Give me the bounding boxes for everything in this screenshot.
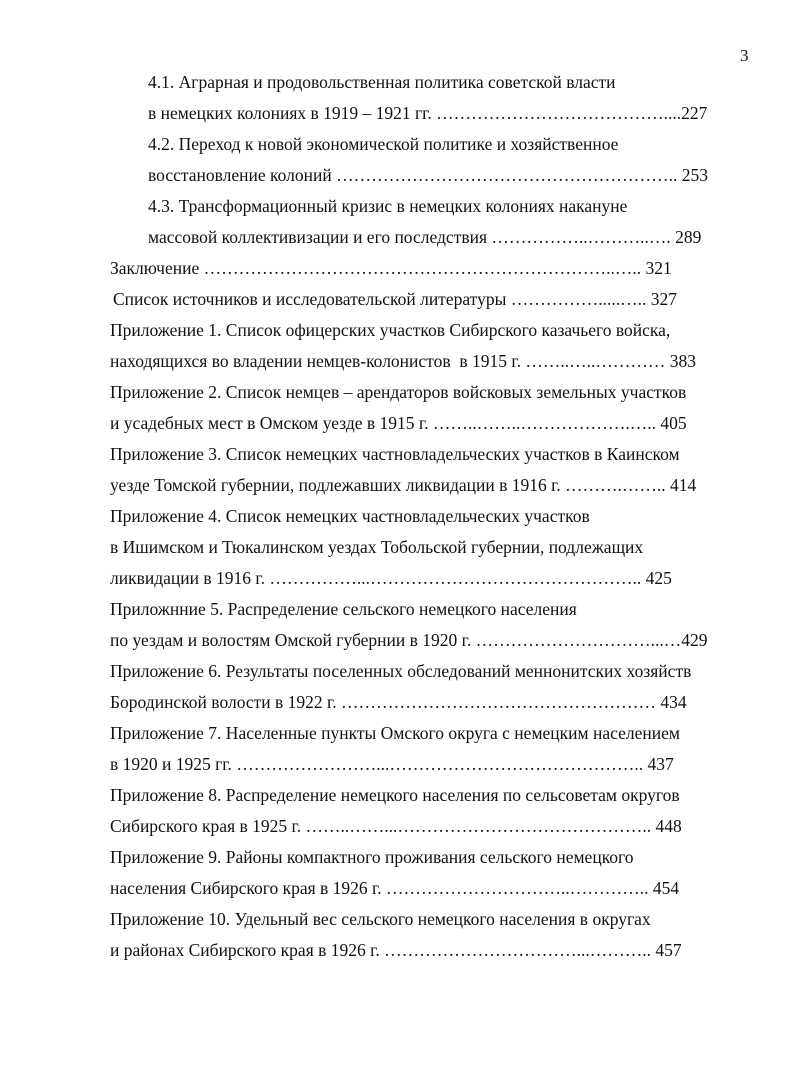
toc-entry-4-2-title: 4.2. Переход к новой экономической политике и хозяйственное xyxy=(148,134,619,154)
toc-entry-4-1-title: 4.1. Аграрная и продовольственная политика советской власти xyxy=(148,72,616,92)
toc-entry-appendix-3-page: уезде Томской губернии, подлежавших ликвидации в 1916 г. ……….…….. 414 xyxy=(110,475,697,495)
toc-entry-sources: Список источников и исследовательской литературы …………….....….. 327 xyxy=(113,289,677,309)
toc-entry-appendix-8-title: Приложение 8. Распределение немецкого населения по сельсоветам округов xyxy=(110,785,680,805)
toc-entry-appendix-5-title: Приложнние 5. Распределение сельского немецкого населения xyxy=(110,599,577,619)
toc-entry-appendix-9-page: населения Сибирского края в 1926 г. …………………………..………….. 454 xyxy=(110,878,680,898)
toc-entry-appendix-4-page: ликвидации в 1916 г. ……………...……………………………………….. 425 xyxy=(110,568,672,588)
toc-entry-appendix-3-title: Приложение 3. Список немецких частновладельческих участков в Каинском xyxy=(110,444,680,464)
toc-entry-appendix-10-page: и районах Сибирского края в 1926 г. ……………………………...……….. 457 xyxy=(110,940,682,960)
toc-entry-4-3-title: 4.3. Трансформационный кризис в немецких колониях накануне xyxy=(148,196,628,216)
toc-entry-appendix-8-page: Сибирского края в 1925 г. ……..……...…………………………………….. 448 xyxy=(110,816,682,836)
toc-entry-conclusion: Заключение ……………………………………………………………..….. 321 xyxy=(110,258,672,278)
toc-entry-4-2-page: восстановление колоний ………………………………………………….. 253 xyxy=(148,165,708,185)
toc-entry-4-3-page: массовой коллективизации и его последствия ……………..………..…. 289 xyxy=(148,227,702,247)
page-number: 3 xyxy=(740,46,749,65)
toc-entry-appendix-1-page: находящихся во владении немцев-колонистов в 1915 г. ……..…..………… 383 xyxy=(110,351,696,371)
toc-entry-appendix-10-title: Приложение 10. Удельный вес сельского немецкого населения в округах xyxy=(110,909,651,929)
toc-entry-appendix-6-page: Бородинской волости в 1922 г. ……………………………………………… 434 xyxy=(110,692,687,712)
toc-entry-appendix-9-title: Приложение 9. Районы компактного проживания сельского немецкого xyxy=(110,847,634,867)
toc-entry-appendix-5-page: по уездам и волостям Омской губернии в 1920 г. …………………………...…429 xyxy=(110,630,708,650)
toc-entry-appendix-7-title: Приложение 7. Населенные пункты Омского округа с немецким населением xyxy=(110,723,680,743)
toc-entry-appendix-4-cont: в Ишимском и Тюкалинском уездах Тобольской губернии, подлежащих xyxy=(110,537,644,557)
toc-entry-appendix-2-page: и усадебных мест в Омском уезде в 1915 г. ……..……..……………….….. 405 xyxy=(110,413,687,433)
toc-entry-appendix-2-title: Приложение 2. Список немцев – арендаторов войсковых земельных участков xyxy=(110,382,687,402)
toc-entry-appendix-6-title: Приложение 6. Результаты поселенных обследований меннонитских хозяйств xyxy=(110,661,692,681)
toc-entry-4-1-page: в немецких колониях в 1919 – 1921 гг. …………………………………....227 xyxy=(148,103,708,123)
toc-entry-appendix-4-title: Приложение 4. Список немецких частновладельческих участков xyxy=(110,506,590,526)
toc-entry-appendix-7-page: в 1920 и 1925 гг. ……………………...…………………………………….. 437 xyxy=(110,754,674,774)
toc-entry-appendix-1-title: Приложение 1. Список офицерских участков Сибирского казачьего войска, xyxy=(110,320,671,340)
